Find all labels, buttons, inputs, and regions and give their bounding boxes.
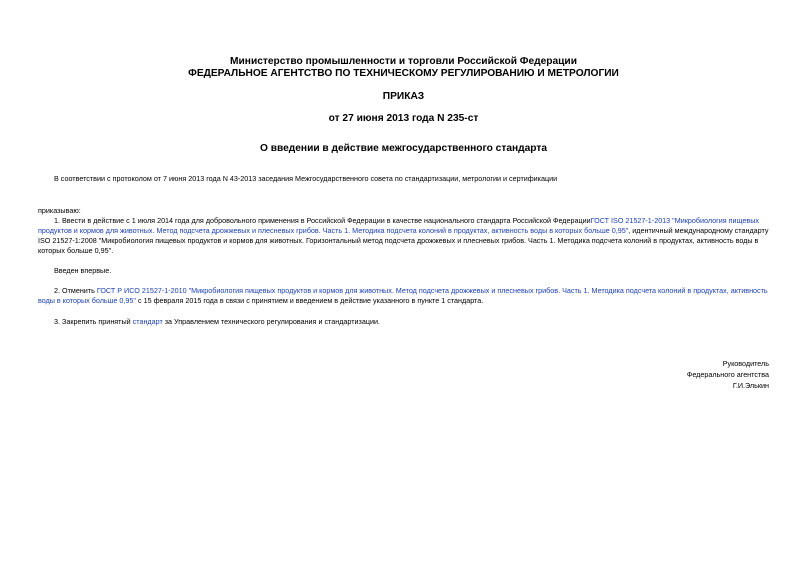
item-2-line-1 <box>38 286 770 296</box>
item-1-line-1 <box>38 216 770 226</box>
gost-r-iso-21527-link-part-2[interactable]: воды в которых больше 0,95" <box>38 296 136 305</box>
item-1-text: 1. Ввести в действие с 1 июля 2014 года для добровольного применения в Российской Федерации в качестве национального стандарта Российской Федерации <box>54 216 591 225</box>
item-1-line-2 <box>38 226 770 236</box>
item-2-suffix: с 15 февраля 2015 года в связи с принятием и введением в действие указанного в пункте 1 стандарта. <box>135 296 484 305</box>
gost-iso-21527-link-part-1[interactable]: ГОСТ ISO 21527-1-2013 "Микробиология пищевых <box>590 216 759 225</box>
standard-link[interactable]: стандарт <box>132 317 163 326</box>
document-type: ПРИКАЗ <box>382 91 425 102</box>
signature-name: Г.И.Элькин <box>732 381 769 390</box>
item-3 <box>38 317 770 327</box>
item-3-prefix: 3. Закрепить принятый <box>54 317 133 326</box>
signature-title-2: Федерального агентства <box>686 370 769 379</box>
gost-iso-21527-link-part-2[interactable]: продуктов и кормов для животных. Метод подсчета дрожжевых и плесневых грибов. Часть 1. Методика подсчета колоний в продуктах, активность воды в которых больше 0,95" <box>38 226 629 235</box>
item-2-prefix: 2. Отменить <box>54 286 97 295</box>
document-subject: О введении в действие межгосударственного стандарта <box>259 143 548 154</box>
document-date-number: от 27 июня 2013 года N 235-ст <box>328 113 479 124</box>
item-3-suffix: за Управлением технического регулирования и стандартизации. <box>162 317 380 326</box>
agency-name: ФЕДЕРАЛЬНОЕ АГЕНТСТВО ПО ТЕХНИЧЕСКОМУ РЕГУЛИРОВАНИЮ И МЕТРОЛОГИИ <box>188 68 619 79</box>
order-word: приказываю: <box>38 206 81 215</box>
item-1-line-3: ISO 21527-1:2008 "Микробиология пищевых продуктов и кормов для животных. Горизонтальный метод подсчета дрожжевых и плесневых грибов. Часть 1. Методика подсчета колоний в продуктах, активность воды в <box>38 236 759 245</box>
ministry-name: Министерство промышленности и торговли Российской Федерации <box>230 56 577 67</box>
item-2-line-2 <box>38 296 770 306</box>
signature-title-1: Руководитель <box>722 359 769 368</box>
item-1-tail: , идентичный международному стандарту <box>628 226 769 235</box>
item-1-line-4: которых больше 0,95". <box>38 246 114 255</box>
introduced-note: Введен впервые. <box>54 266 112 275</box>
preamble: В соответствии с протоколом от 7 июня 2013 года N 43-2013 заседания Межгосударственного совета по стандартизации, метрологии и сертификации <box>54 174 558 183</box>
gost-r-iso-21527-link-part-1[interactable]: ГОСТ Р ИСО 21527-1-2010 "Микробиология пищевых продуктов и кормов для животных. Метод подсчета дрожжевых и плесневых грибов. Часть 1. Методика подсчета колоний в продуктах, активность <box>96 286 768 295</box>
